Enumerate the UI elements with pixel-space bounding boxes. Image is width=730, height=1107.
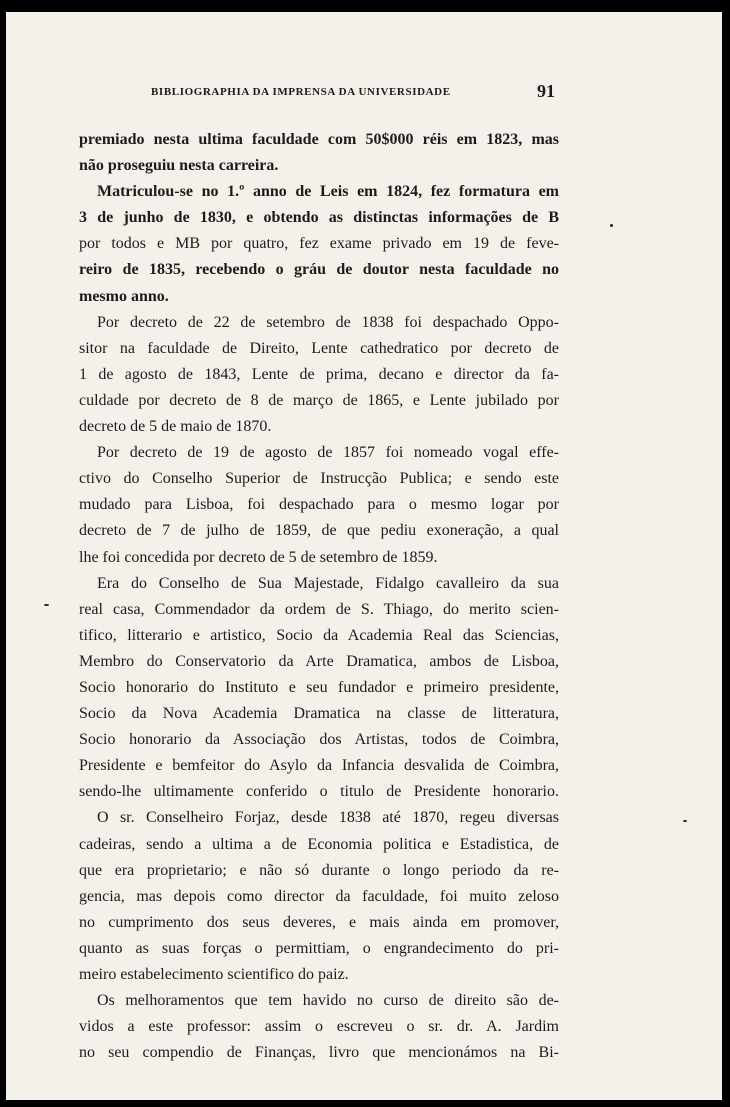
text-line: decreto de 7 de julho de 1859, de que pediu exoneração, a qual (79, 522, 559, 540)
text-line: culdade por decreto de 8 de março de 1865, e Lente jubilado por (79, 391, 559, 409)
text-line: 1 de agosto de 1843, Lente de prima, decano e director da fa- (79, 365, 559, 383)
text-line: cadeiras, sendo a ultima a de Economia politica e Estadistica, de (79, 835, 559, 853)
text-line: por todos e MB por quatro, fez exame privado em 19 de feve- (79, 235, 559, 253)
text-line: Os melhoramentos que tem havido no curso de direito são de- (97, 992, 559, 1010)
book-page (6, 12, 722, 1100)
text-line: tifico, litterario e artistico, Socio da Academia Real das Sciencias, (79, 626, 559, 644)
text-line: Por decreto de 22 de setembro de 1838 foi despachado Oppo- (97, 313, 559, 331)
print-speck (44, 604, 49, 606)
text-line: Membro do Conservatorio da Arte Dramatica, ambos de Lisboa, (79, 652, 559, 670)
text-line: mudado para Lisboa, foi despachado para o mesmo logar por (79, 496, 559, 514)
text-line: premiado nesta ultima faculdade com 50$000 réis em 1823, mas (79, 131, 559, 148)
text-line: quanto as suas forças o permittiam, o engrandecimento do pri- (79, 939, 559, 957)
text-line: Matriculou-se no 1.º anno de Leis em 1824, fez formatura em (97, 183, 559, 201)
text-line: no cumprimento dos seus deveres, e mais ainda em promover, (79, 913, 559, 931)
text-line: sitor na faculdade de Direito, Lente cathedratico por decreto de (79, 339, 559, 357)
text-line: mesmo anno. (79, 287, 169, 305)
running-head: BIBLIOGRAPHIA DA IMPRENSA DA UNIVERSIDADE (151, 86, 451, 98)
print-speck (610, 224, 613, 227)
text-line: ctivo do Conselho Superior de Instrucção Publica; e sendo este (79, 470, 559, 488)
text-line: vidos a este professor: assim o escreveu o sr. dr. A. Jardim (79, 1018, 559, 1036)
text-line: gencia, mas depois como director da faculdade, foi muito zeloso (79, 887, 559, 905)
text-line: sendo-lhe ultimamente conferido o titulo de Presidente honorario. (79, 783, 559, 801)
text-line: Socio honorario da Associação dos Artistas, todos de Coimbra, (79, 731, 559, 749)
text-line: meiro estabelecimento scientifico do paiz. (79, 966, 349, 983)
text-line: no seu compendio de Finanças, livro que mencionámos na Bi- (79, 1044, 559, 1062)
page-number: 91 (537, 81, 555, 101)
text-line: 3 de junho de 1830, e obtendo as distinctas informações de B (79, 209, 559, 227)
text-line: real casa, Commendador da ordem de S. Thiago, do merito scien- (79, 600, 559, 618)
text-line: lhe foi concedida por decreto de 5 de setembro de 1859. (79, 548, 438, 566)
text-line: não proseguiu nesta carreira. (79, 157, 279, 175)
text-line: que era proprietario; e não só durante o longo periodo da re- (79, 861, 559, 879)
text-line: Presidente e bemfeitor do Asylo da Infancia desvalida de Coimbra, (79, 757, 559, 775)
text-line: O sr. Conselheiro Forjaz, desde 1838 até 1870, regeu diversas (97, 809, 559, 827)
print-speck (683, 820, 687, 822)
body-text (79, 127, 559, 1066)
text-line: reiro de 1835, recebendo o gráu de doutor nesta faculdade no (79, 261, 559, 279)
text-line: decreto de 5 de maio de 1870. (79, 418, 272, 436)
text-line: Socio honorario do Instituto e seu fundador e primeiro presidente, (79, 678, 559, 696)
text-line: Socio da Nova Academia Dramatica na classe de litteratura, (79, 705, 559, 723)
text-line: Era do Conselho de Sua Majestade, Fidalgo cavalleiro da sua (97, 574, 559, 592)
text-line: Por decreto de 19 de agosto de 1857 foi nomeado vogal effe- (97, 444, 559, 462)
